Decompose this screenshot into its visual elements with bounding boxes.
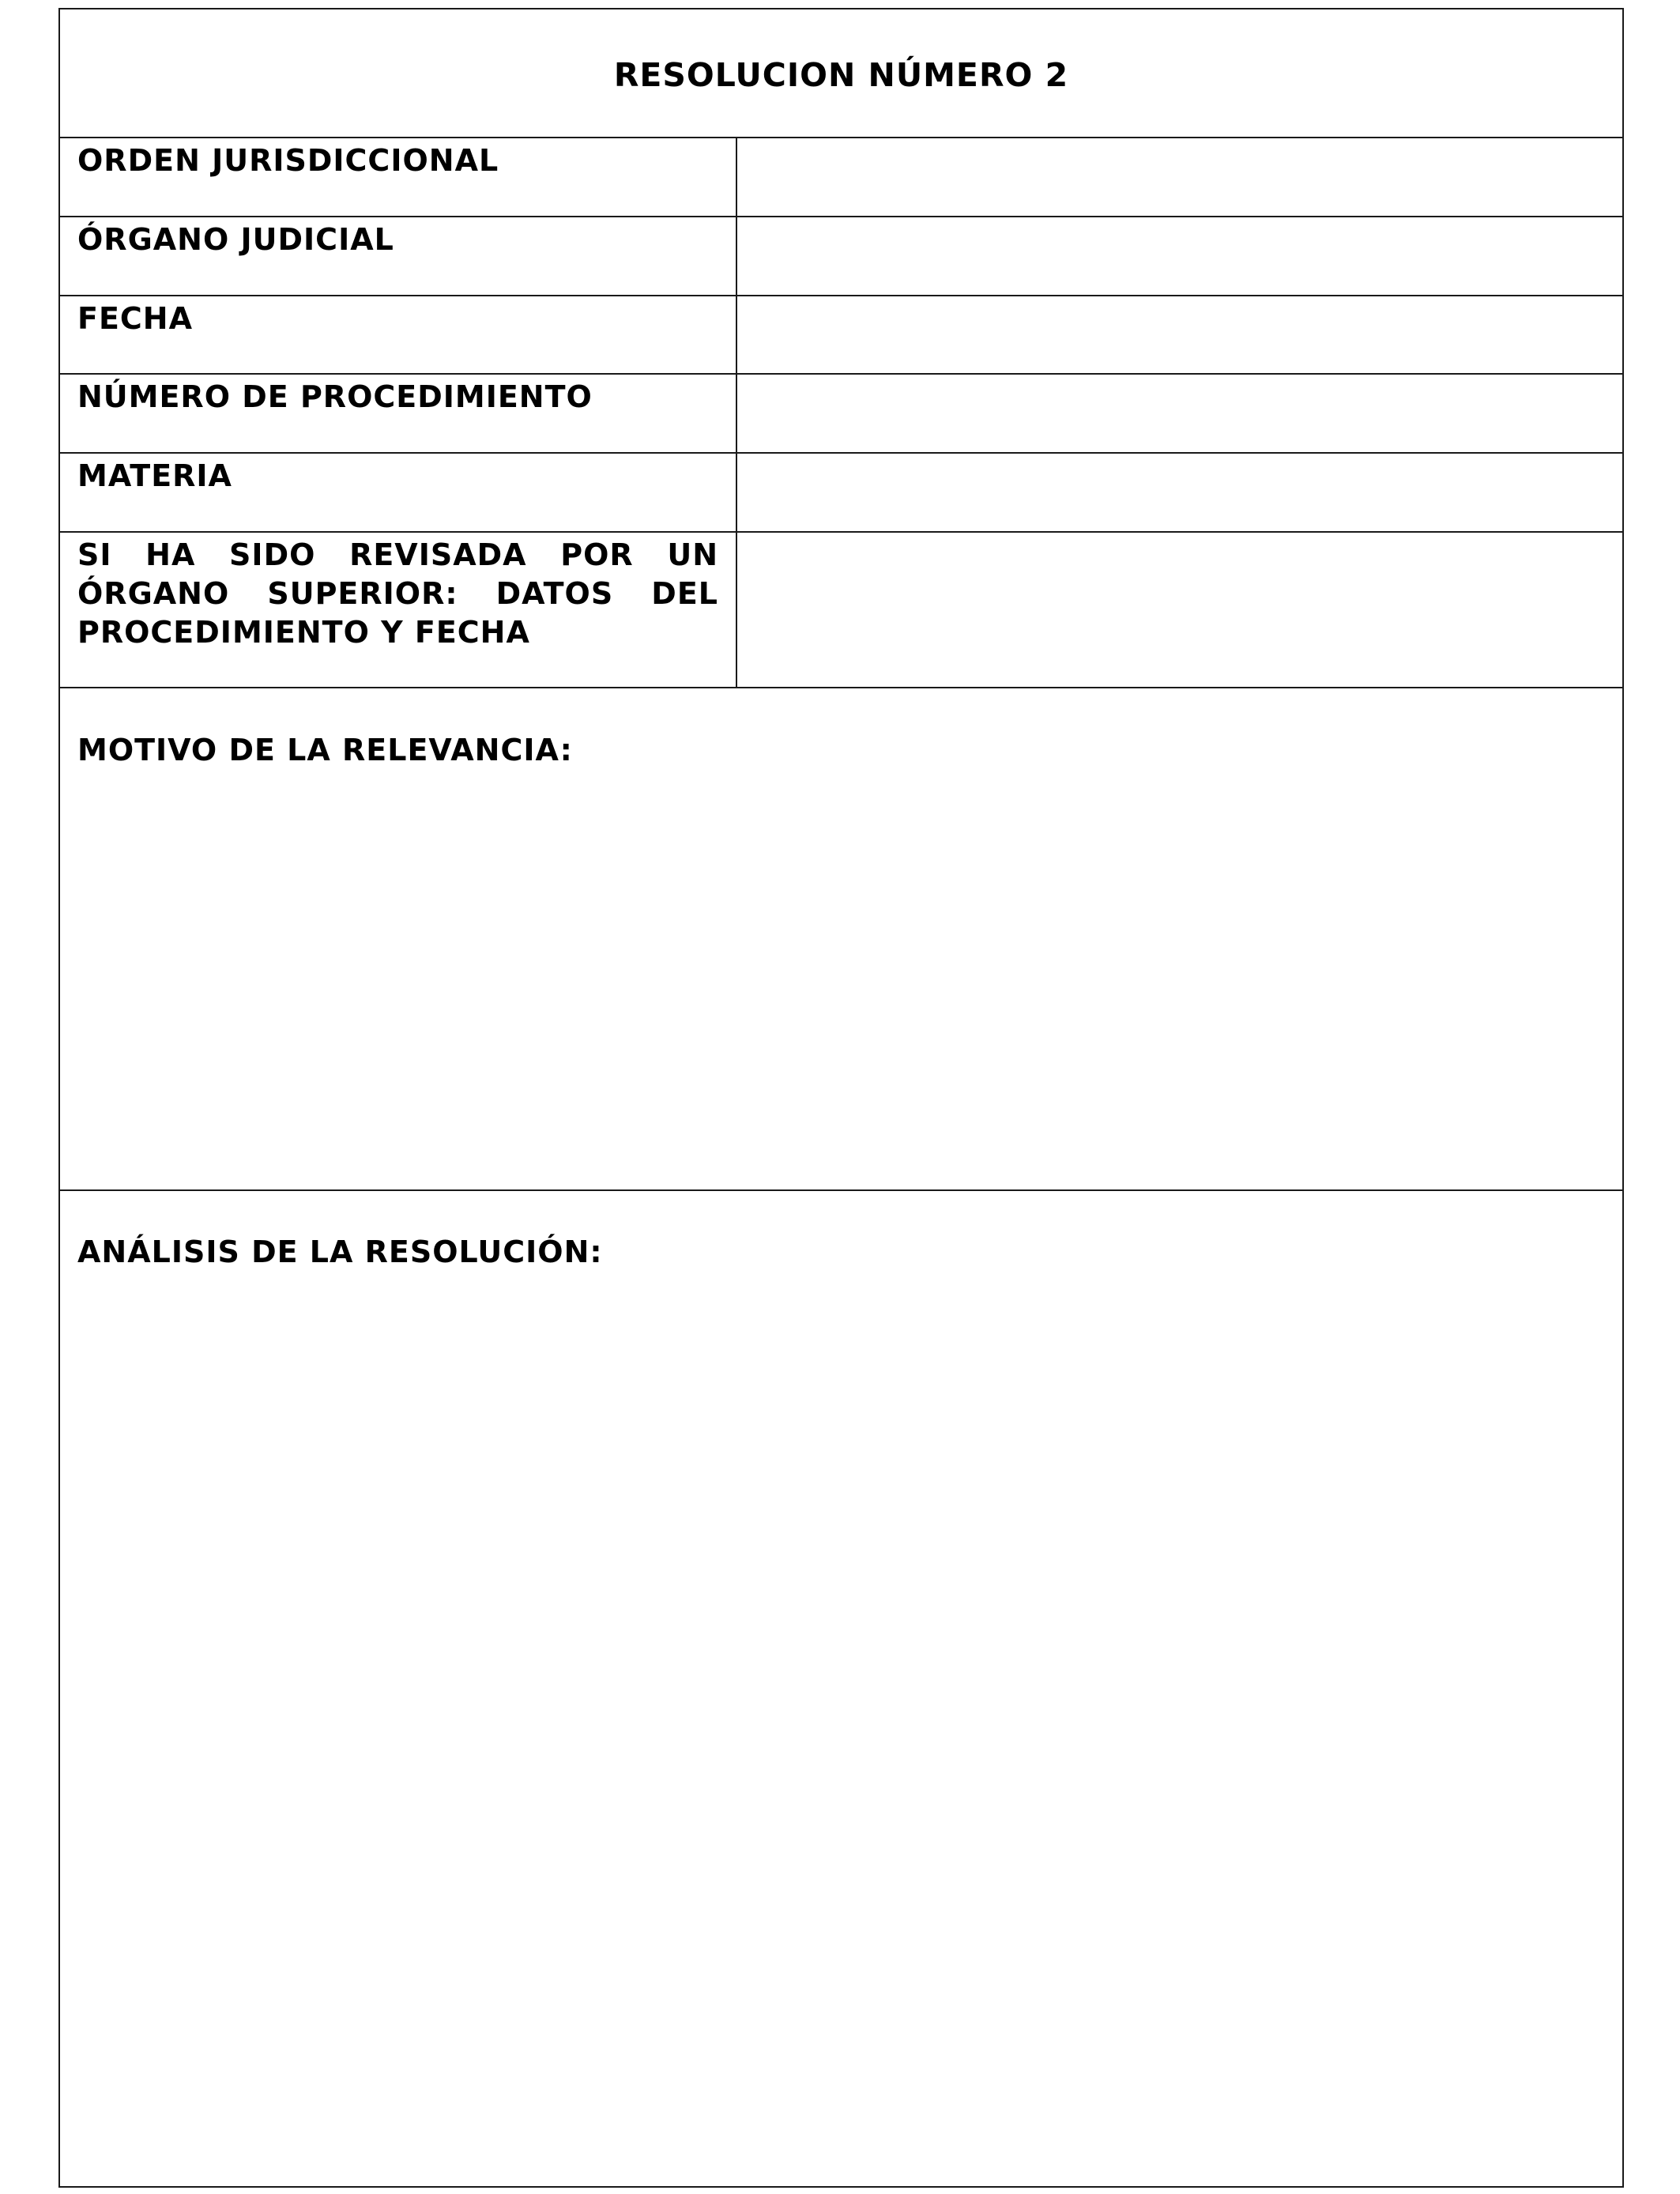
row-label: NÚMERO DE PROCEDIMIENTO <box>60 375 737 452</box>
analisis-content-area[interactable] <box>60 1286 1622 2186</box>
row-value-field[interactable] <box>737 138 1622 216</box>
row-label: SI HA SIDO REVISADA POR UN ÓRGANO SUPERIOR: DATOS DEL PROCEDIMIENTO Y FECHA <box>60 533 737 687</box>
motivo-heading: MOTIVO DE LA RELEVANCIA: <box>77 733 573 767</box>
motivo-section <box>60 688 1622 1191</box>
row-value-field[interactable] <box>737 533 1622 687</box>
row-label: MATERIA <box>60 454 737 531</box>
motivo-content-area[interactable] <box>60 783 1622 1189</box>
form-title: RESOLUCION NÚMERO 2 <box>613 55 1069 94</box>
analisis-heading: ANÁLISIS DE LA RESOLUCIÓN: <box>77 1235 603 1269</box>
row-value-field[interactable] <box>737 375 1622 452</box>
row-label: ÓRGANO JUDICIAL <box>60 217 737 295</box>
analisis-section <box>60 1191 1622 2186</box>
row-value-field[interactable] <box>737 217 1622 295</box>
title-row <box>60 9 1622 138</box>
row-label: ORDEN JURISDICCIONAL <box>60 138 737 216</box>
row-orden-jurisdiccional <box>60 138 1622 217</box>
row-revision-organo-superior <box>60 533 1622 688</box>
row-organo-judicial <box>60 217 1622 296</box>
row-fecha <box>60 296 1622 375</box>
row-numero-procedimiento <box>60 375 1622 454</box>
resolution-form <box>58 8 1624 2188</box>
row-label: FECHA <box>60 296 737 373</box>
row-value-field[interactable] <box>737 454 1622 531</box>
row-value-field[interactable] <box>737 296 1622 373</box>
row-materia <box>60 454 1622 533</box>
